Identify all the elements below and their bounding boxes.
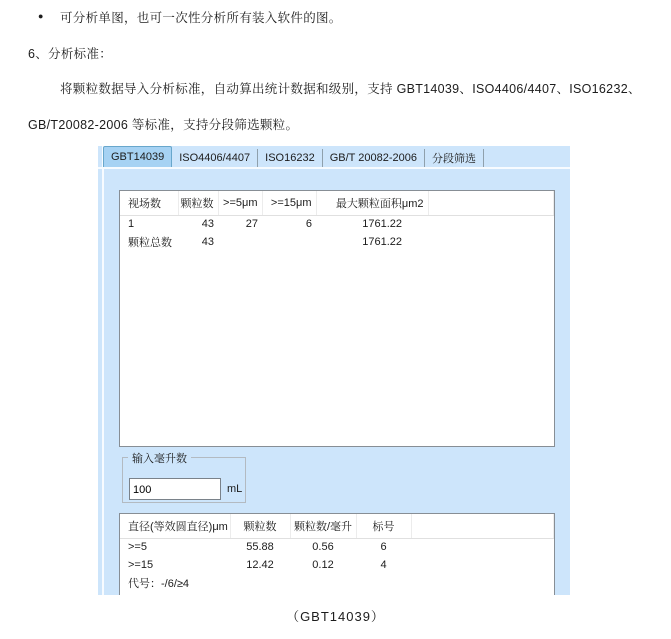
bullet-text: 可分析单图，也可一次性分析所有装入软件的图。 xyxy=(60,11,342,25)
stats-col-maxarea: 最大颗粒面积μm2 xyxy=(316,191,428,215)
cell: 55.88 xyxy=(246,541,274,554)
cell: 27 xyxy=(245,218,258,231)
grade-table-panel xyxy=(119,513,555,595)
analyzer-screenshot xyxy=(98,146,570,595)
cell: 1761.22 xyxy=(362,236,402,248)
code-note: 代号：-/6/≥4 xyxy=(128,578,190,590)
cell: 6 xyxy=(380,541,387,554)
tab-underline xyxy=(98,167,570,169)
cell xyxy=(262,233,316,251)
stats-col-fields: 视场数 xyxy=(120,191,178,215)
cell: 颗粒总数 xyxy=(128,237,172,249)
grade-header-row xyxy=(120,514,554,538)
cell: 12.42 xyxy=(246,559,274,571)
cell: 6 xyxy=(305,218,312,231)
stats-col-ge5: >=5μm xyxy=(218,191,262,215)
cell: 43 xyxy=(201,218,214,231)
grade-row-ge5 xyxy=(120,538,554,556)
cell: 0.12 xyxy=(312,559,334,571)
grade-col-mark: 标号 xyxy=(356,514,411,538)
stats-table-panel xyxy=(119,190,555,447)
cell xyxy=(218,233,262,251)
bullet-icon: ● xyxy=(38,11,44,21)
cell: 1761.22 xyxy=(362,218,402,231)
stats-header-row xyxy=(120,191,554,215)
grade-col-diameter: 直径(等效圆直径)μm xyxy=(120,514,230,538)
paragraph-line-2: GB/T20082-2006 等标准，支持分段筛选颗粒。 xyxy=(28,118,299,132)
grade-code-row xyxy=(120,574,554,592)
cell: 0.56 xyxy=(312,541,334,554)
grade-table xyxy=(120,514,554,592)
ml-group-label: 输入毫升数 xyxy=(128,450,191,466)
tab-iso4406-4407[interactable]: ISO4406/4407 xyxy=(172,149,258,167)
section-heading: 6、分析标准： xyxy=(28,47,113,61)
stats-row-1 xyxy=(120,215,554,233)
cell: >=15 xyxy=(128,559,154,571)
tab-iso16232[interactable]: ISO16232 xyxy=(258,149,323,167)
tab-segment-filter[interactable]: 分段筛选 xyxy=(425,149,484,167)
ml-input[interactable] xyxy=(129,478,221,500)
stats-table xyxy=(120,191,554,251)
grade-col-per-ml: 颗粒数/毫升 xyxy=(290,514,356,538)
paragraph-line-1: 将颗粒数据导入分析标准，自动算出统计数据和级别，支持 GBT14039、ISO4406/4407、ISO16232、 xyxy=(60,82,641,96)
tab-gbt14039[interactable]: GBT14039 xyxy=(103,146,172,167)
cell: >=5 xyxy=(128,541,147,554)
ml-input-group xyxy=(122,453,246,503)
cell: 1 xyxy=(128,218,135,231)
stats-col-ge15: >=15μm xyxy=(262,191,316,215)
stats-row-total xyxy=(120,233,554,251)
ml-unit-label: mL xyxy=(227,483,243,495)
standards-tab-bar xyxy=(103,146,484,167)
grade-row-ge15 xyxy=(120,556,554,574)
grade-col-particles: 颗粒数 xyxy=(230,514,290,538)
cell: 43 xyxy=(201,236,214,248)
cell: 4 xyxy=(380,559,387,571)
stats-col-particles: 颗粒数 xyxy=(178,191,218,215)
tab-gbt20082-2006[interactable]: GB/T 20082-2006 xyxy=(323,149,425,167)
figure-caption: （GBT14039） xyxy=(286,609,385,624)
panel-left-highlight xyxy=(102,146,104,595)
